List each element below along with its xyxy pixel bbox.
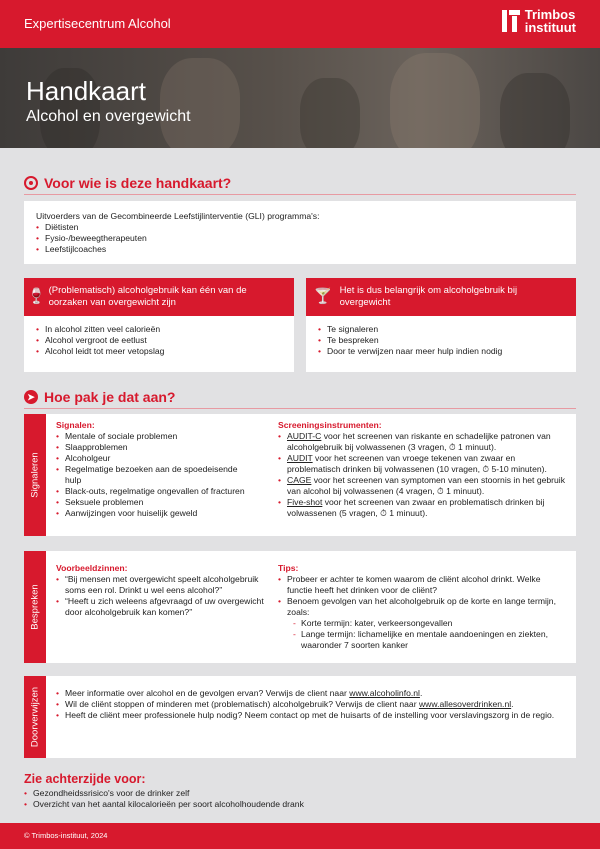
target-icon [24,176,38,190]
list-item: • Mentale of sociale problemen [56,431,256,442]
section-aanpak-title: ➤ Hoe pak je dat aan? [24,389,175,405]
glasses-icon: 🍸 [313,288,333,305]
allesoverdrinken-link[interactable]: www.allesoverdrinken.nl [418,699,512,709]
list-item: • Te bespreken [318,335,564,346]
list-item: • Five-shot voor het screenen van zwaar en problematisch drinken bij volwassenen (5 vragen, ⏱ 1 minuut). [278,497,568,519]
trimbos-logo-icon [502,10,520,32]
list-item: • Overzicht van het aantal kilocalorieën per soort alcoholhoudende drank [24,799,576,810]
list-item: • Benoem gevolgen van het alcoholgebruik op de korte en lange termijn, zoals: - Korte termijn: kater, verkeersongevallen - Lange termijn: lichamelijke en mentale aandoeningen en ziekten, waaronder 7 soorten kanker [278,596,568,651]
footer [0,823,600,849]
cage-link[interactable]: CAGE [287,475,312,485]
zie-achterzijde-list [24,788,576,810]
divider [24,408,576,409]
org-name: Expertisecentrum Alcohol [24,16,171,31]
list-item: • Alcoholgeur [56,453,256,464]
list-item: • “Heeft u zich weleens afgevraagd of uw overgewicht door alcoholgebruik kan komen?” [56,596,266,618]
list-item: • Black-outs, regelmatige ongevallen of fracturen [56,486,256,497]
signalen-heading: Signalen: [56,420,95,430]
trimbos-logo [502,8,576,34]
divider [24,194,576,195]
list-item: • Gezondheidssrisico's voor de drinker zelf [24,788,576,799]
list-item: • Probeer er achter te komen waarom de cliënt alcohol drinkt. Welke functie heeft het drinken voor de cliënt? [278,574,568,596]
voor-wie-intro: Uitvoerders van de Gecombineerde Leefstijlinterventie (GLI) programma's: [36,211,320,221]
arrow-icon: ➤ [24,390,38,404]
list-item: • “Bij mensen met overgewicht speelt alcoholgebruik soms een rol. Drinkt u wel eens alcohol?” [56,574,266,596]
oorzaak-heading: 🍷 (Problematisch) alcoholgebruik kan één van de oorzaken van overgewicht zijn [24,278,294,316]
sub-item: - Lange termijn: lichamelijke en mentale aandoeningen en ziekten, waaronder 7 soorten kanker [293,629,568,651]
list-item: • AUDIT voor het screenen van vroege tekenen van zwaar en problematisch drinken bij volwassenen (10 vragen, ⏱ 5-10 minuten). [278,453,568,475]
list-item: • Heeft de cliënt meer professionele hulp nodig? Neem contact op met de huisarts of de instelling voor verslavingszorg in de regio. [56,710,566,721]
list-item: • Te signaleren [318,324,564,335]
alcoholinfo-link[interactable]: www.alcoholinfo.nl [349,688,420,698]
zie-achterzijde-title: Zie achterzijde voor: [24,772,146,786]
list-item: • Meer informatie over alcohol en de gevolgen ervan? Verwijs de client naar www.alcoholinfo.nl. [56,688,566,699]
list-item: • Fysio-/beweegtherapeuten [36,233,564,244]
five-shot-link[interactable]: Five-shot [287,497,323,507]
audit-link[interactable]: AUDIT [287,453,313,463]
list-item: • Alcohol leidt tot meer vetopslag [36,346,282,357]
list-item: • Diëtisten [36,222,564,233]
list-item: • Aanwijzingen voor huiselijk geweld [56,508,256,519]
hero-banner [0,48,600,148]
logo-line2: instituut [524,20,576,35]
list-item: • Wil de cliënt stoppen of minderen met (problematisch) alcoholgebruik? Verwijs de client naar www.allesoverdrinken.nl. [56,699,566,710]
signaleren-card [46,414,576,536]
oorzaak-card [24,316,294,372]
belangrijk-heading: 🍸 Het is dus belangrijk om alcoholgebruik bij overgewicht [306,278,576,316]
page-subtitle: Alcohol en overgewicht [26,108,191,125]
bespreken-card [46,551,576,663]
belangrijk-card [306,316,576,372]
list-item: • Slaapproblemen [56,442,256,453]
list-item: • Seksuele problemen [56,497,256,508]
copyright: © Trimbos-instituut, 2024 [24,831,108,840]
list-item: • Alcohol vergroot de eetlust [36,335,282,346]
list-item: • Leefstijlcoaches [36,244,564,255]
top-bar [0,0,600,48]
audit-c-link[interactable]: AUDIT-C [287,431,322,441]
bottle-glass-icon: 🍷 [26,288,46,305]
list-item: • In alcohol zitten veel calorieën [36,324,282,335]
voorbeeldzinnen-heading: Voorbeeldzinnen: [56,563,128,573]
page-title: Handkaart [26,76,146,106]
screening-heading: Screeningsinstrumenten: [278,420,382,430]
section-voor-wie-title: Voor wie is deze handkaart? [24,175,231,191]
list-item: • Regelmatige bezoeken aan de spoedeisende hulp [56,464,256,486]
doorverwijzen-card [46,676,576,758]
sub-item: - Korte termijn: kater, verkeersongevallen [293,618,568,629]
list-item: • AUDIT-C voor het screenen van riskante en schadelijke patronen van alcoholgebruik bij volwassenen (3 vragen, ⏱ 1 minuut). [278,431,568,453]
bespreken-label: Bespreken [24,551,46,663]
signaleren-label: Signaleren [24,414,46,536]
list-item: • CAGE voor het screenen van symptomen van een stoornis in het gebruik van alcohol bij volwassenen (4 vragen, ⏱ 1 minuut). [278,475,568,497]
tips-heading: Tips: [278,563,299,573]
voor-wie-card [24,201,576,264]
list-item: • Door te verwijzen naar meer hulp indien nodig [318,346,564,357]
doorverwijzen-label: Doorverwijzen [24,676,46,758]
logo-line1: Trimbos [524,7,576,22]
